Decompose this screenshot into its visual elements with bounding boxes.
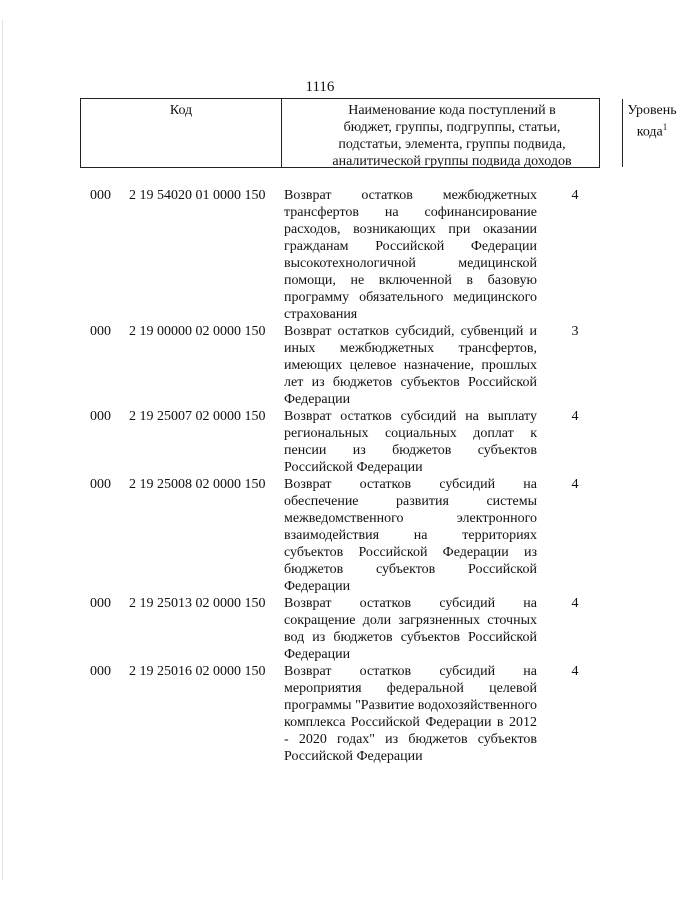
table-row [0,323,640,408]
table-row [0,595,640,663]
header-level-word: кода [636,124,663,140]
header-name [282,99,622,167]
admin-code: 000 [90,409,111,424]
footnote-marker: 1 [662,122,668,132]
table-row [0,476,640,595]
header-level [622,99,681,167]
income-code: 2 19 25013 02 0000 150 [129,596,266,611]
income-name: Возврат остатков субсидий на сокращение доли загрязненных сточных вод из бюджетов субъектов Российской Федерации [284,596,537,662]
code-level: 3 [571,324,579,339]
code-level: 4 [571,188,579,203]
income-code: 2 19 54020 01 0000 150 [129,188,266,203]
header-name-line: аналитической группы подвида доходов [332,154,572,169]
page-number: 1116 [305,79,335,95]
income-name: Возврат остатков межбюджетных трансфертов на софинансирование расходов, возникающих при оказании гражданам Российской Федерации высокотехнологичной медицинской помощи, не включенной в базовую программу обязательного медицинского страхования [284,188,537,322]
income-name: Возврат остатков субсидий на обеспечение развития системы межведомственного электронного взаимодействия на территориях субъектов Российской Федерации из бюджетов субъектов Российской Федерации [284,477,537,594]
table-row [0,187,640,323]
income-name: Возврат остатков субсидий на выплату региональных социальных доплат к пенсии из бюджетов субъектов Российской Федерации [284,409,537,475]
income-code: 2 19 25008 02 0000 150 [129,477,266,492]
income-name: Возврат остатков субсидий на мероприятия федеральной целевой программы "Развитие водохозяйственного комплекса Российской Федерации в 2012 - 2020 годах" из бюджетов субъектов Российской Федерации [284,664,538,764]
code-level: 4 [571,664,579,679]
income-name: Возврат остатков субсидий, субвенций и иных межбюджетных трансфертов, имеющих целевое назначение, прошлых лет из бюджетов субъектов Российской Федерации [284,324,537,407]
table-header [80,98,677,169]
header-level-line2 [623,119,681,141]
admin-code: 000 [90,477,111,492]
income-code: 2 19 00000 02 0000 150 [129,324,266,339]
header-name-line: Наименование кода поступлений в [348,103,556,118]
admin-code: 000 [90,324,111,339]
header-name-line: бюджет, группы, подгруппы, статьи, [343,120,561,135]
admin-code: 000 [90,188,111,203]
admin-code: 000 [90,596,111,611]
income-code: 2 19 25007 02 0000 150 [129,409,266,424]
code-level: 4 [571,477,579,492]
admin-code: 000 [90,664,111,679]
header-level-line1: Уровень [627,103,677,118]
header-code: Код [81,99,282,167]
header-name-line: подстатьи, элемента, группы подвида, [338,137,566,152]
code-level: 4 [571,596,579,611]
table-row [0,408,640,476]
table-row [0,663,640,765]
code-level: 4 [571,409,579,424]
table-body [0,187,640,765]
income-code: 2 19 25016 02 0000 150 [129,664,266,679]
